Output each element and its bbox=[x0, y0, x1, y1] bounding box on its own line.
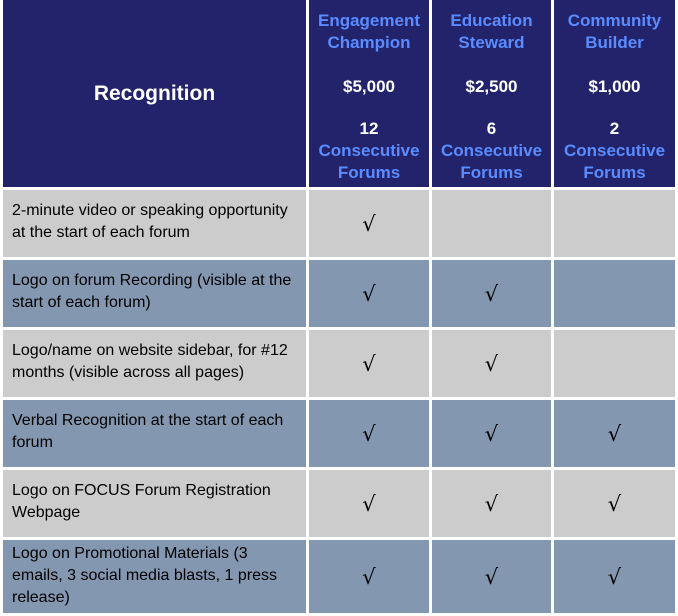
empty-mark bbox=[432, 190, 554, 260]
tier-forum-count: 2 bbox=[609, 119, 620, 138]
tier-forum-count: 6 bbox=[486, 119, 497, 138]
check-mark-icon: √ bbox=[309, 470, 432, 540]
tier-price: $2,500 bbox=[465, 77, 518, 96]
benefit-label: Logo on FOCUS Forum Registration Webpage bbox=[0, 470, 309, 540]
recognition-header bbox=[0, 0, 309, 190]
check-mark-icon: √ bbox=[432, 330, 554, 400]
empty-mark bbox=[554, 330, 678, 400]
benefit-label: Logo on Promotional Materials (3 emails, 3 social media blasts, 1 press release) bbox=[0, 540, 309, 616]
tier-forum-unit: Consecutive Forums bbox=[440, 141, 543, 182]
check-mark-icon: √ bbox=[309, 260, 432, 330]
check-mark-icon: √ bbox=[432, 470, 554, 540]
tier-header-community-builder bbox=[554, 0, 678, 190]
check-mark-icon: √ bbox=[554, 470, 678, 540]
check-mark-icon: √ bbox=[309, 540, 432, 616]
tier-price: $1,000 bbox=[588, 77, 641, 96]
benefit-label: 2-minute video or speaking opportunity at the start of each forum bbox=[0, 190, 309, 260]
check-mark-icon: √ bbox=[432, 260, 554, 330]
check-mark-icon: √ bbox=[432, 540, 554, 616]
benefit-label: Verbal Recognition at the start of each forum bbox=[0, 400, 309, 470]
check-mark-icon: √ bbox=[309, 400, 432, 470]
empty-mark bbox=[554, 260, 678, 330]
tier-price: $5,000 bbox=[343, 77, 395, 96]
tier-header-engagement-champion bbox=[309, 0, 432, 190]
tier-forum-count: 12 bbox=[359, 119, 379, 138]
tier-forum-unit: Consecutive Forums bbox=[318, 141, 420, 182]
benefit-label: Logo/name on website sidebar, for #12 months (visible across all pages) bbox=[0, 330, 309, 400]
tier-name: Education Steward bbox=[450, 11, 533, 52]
tier-forum-unit: Consecutive Forums bbox=[563, 141, 666, 182]
tier-name: Engagement Champion bbox=[317, 11, 421, 52]
check-mark-icon: √ bbox=[309, 330, 432, 400]
check-mark-icon: √ bbox=[309, 190, 432, 260]
check-mark-icon: √ bbox=[554, 400, 678, 470]
check-mark-icon: √ bbox=[432, 400, 554, 470]
tier-header-education-steward bbox=[432, 0, 554, 190]
empty-mark bbox=[554, 190, 678, 260]
benefit-label: Logo on forum Recording (visible at the start of each forum) bbox=[0, 260, 309, 330]
tier-name: Community Builder bbox=[567, 11, 662, 52]
recognition-title: Recognition bbox=[93, 81, 216, 105]
check-mark-icon: √ bbox=[554, 540, 678, 616]
